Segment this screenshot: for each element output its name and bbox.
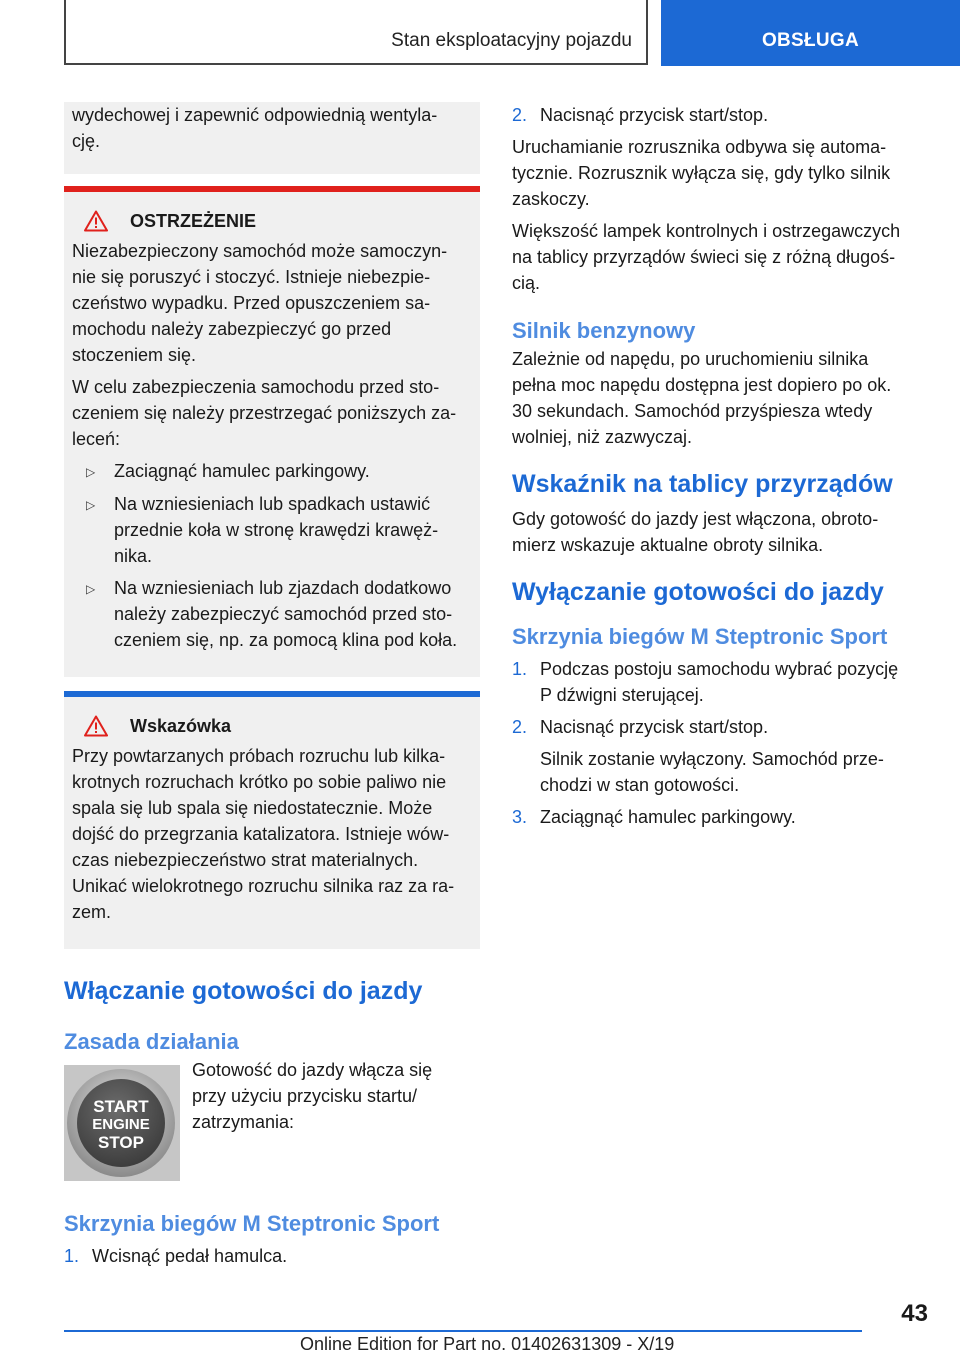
step-text: Nacisnąć przycisk start/stop.: [540, 105, 769, 125]
step-text: Zaciągnąć hamulec parkingowy.: [540, 807, 796, 827]
start-stop-figure: [64, 1060, 480, 1181]
step-number: 3.: [512, 807, 528, 827]
step-number: 1.: [64, 1246, 80, 1266]
section-heading-off: Wyłączanie gotowości do jazdy: [512, 578, 884, 606]
step-item: [64, 1243, 480, 1269]
right-column: [512, 102, 928, 836]
lamps-text: Większość lampek kontrolnych i ostrzegawczych na tablicy przyrządów świeci się z różną długoś- cią.: [512, 221, 901, 293]
chapter-tab[interactable]: [661, 0, 960, 66]
step-item: [512, 714, 928, 740]
warning-bullet-list: [72, 458, 472, 653]
warning-text-1: Niezabezpieczony samochód może samoczyn- nie się poruszyć i stoczyć. Istnieje niebezpie- czeństwo wypadku. Przed opuszczeniem sa- mochodu należy zabezpieczyć go przed stoczeniem się.: [72, 241, 448, 365]
footer-divider: [64, 1330, 862, 1332]
step-note: Silnik zostanie wyłączony. Samochód prze- chodzi w stan gotowości.: [540, 749, 884, 795]
page-header: [0, 0, 960, 66]
warning-header: [72, 208, 472, 234]
list-item: ▷ Zaciągnąć hamulec parkingowy.: [72, 458, 472, 485]
note-text: Przy powtarzanych próbach rozruchu lub kilka- krotnych rozruchach krótko po sobie paliwo nie spala się lub spala się niedostatecznie. Może dojść do przegrzania katalizatora. Istnieje wów- czas niebezpieczeństwo strat materialnych. Unikać wielokrotnego rozruchu silnika raz za ra- zem.: [72, 746, 455, 922]
principle-text: Gotowość do jazdy włącza się przy użyciu przycisku startu/ zatrzymania:: [192, 1060, 433, 1132]
step-number: 2.: [512, 717, 528, 737]
step-text: Wcisnąć pedał hamulca.: [92, 1246, 288, 1266]
starter-text: Uruchamianie rozrusznika odbywa się automa- tycznie. Rozrusznik wyłącza się, gdy tylko silnik zaskoczy.: [512, 137, 891, 209]
chapter-tab-label: OBSŁUGA: [761, 30, 860, 51]
step-text: Nacisnąć przycisk start/stop.: [540, 717, 769, 737]
step-item: [512, 656, 928, 708]
warning-text-2: W celu zabezpieczenia samochodu przed sto- czeniem się należy przestrzegać poniższych za- leceń:: [72, 377, 457, 449]
note-title: Wskazówka: [130, 716, 232, 736]
warning-triangle-icon: [84, 210, 108, 232]
svg-text:START: START: [93, 1097, 149, 1116]
list-item: ▷ Na wzniesieniach lub zjazdach dodatkowo należy zabezpieczyć samochód przed sto- czeniem się, np. za pomocą klina pod koła.: [72, 575, 472, 653]
svg-text:STOP: STOP: [98, 1133, 144, 1152]
triangle-bullet-icon: ▷: [86, 582, 96, 596]
warning-box: [64, 186, 480, 677]
left-column: [64, 102, 480, 1275]
subheading-steptronic: Skrzynia biegów M Steptronic Sport: [64, 1211, 440, 1236]
subheading-steptronic-off: Skrzynia biegów M Steptronic Sport: [512, 624, 888, 649]
note-box: [64, 691, 480, 949]
list-item: ▷ Na wzniesieniach lub spadkach ustawić przednie koła w stronę krawędzi krawęż- nika.: [72, 491, 472, 569]
warning-title: OSTRZEŻENIE: [130, 211, 257, 231]
triangle-bullet-icon: ▷: [86, 465, 96, 479]
page-number: 43: [901, 1300, 928, 1327]
continued-text: wydechowej i zapewnić odpowiednią wentyla- cję.: [72, 105, 438, 151]
step-item: [512, 102, 928, 128]
petrol-text: Zależnie od napędu, po uruchomieniu silnika pełna moc napędu dostępna jest dopiero po ok. 30 sekundach. Samochód przyśpiesza wtedy wolniej, niż zazwyczaj.: [512, 349, 892, 447]
step-number: 1.: [512, 659, 528, 679]
note-header: [72, 713, 472, 739]
section-header-box: [64, 0, 648, 65]
section-heading-gauge: Wskaźnik na tablicy przyrządów: [512, 470, 893, 498]
start-stop-button-icon: [64, 1065, 180, 1181]
continued-box: [64, 102, 480, 174]
triangle-bullet-icon: ▷: [86, 498, 96, 512]
step-item: [512, 804, 928, 830]
section-heading-on: Włączanie gotowości do jazdy: [64, 977, 423, 1005]
step-text: Podczas postoju samochodu wybrać pozycję P dźwigni sterującej.: [540, 659, 899, 705]
start-stop-button-image: [64, 1065, 180, 1181]
subheading-petrol: Silnik benzynowy: [512, 318, 696, 343]
info-triangle-icon: [84, 715, 108, 737]
section-title: Stan eksploatacyjny pojazdu: [391, 30, 632, 51]
gauge-text: Gdy gotowość do jazdy jest włączona, obroto- mierz wskazuje aktualne obroty silnika.: [512, 509, 879, 555]
footer-edition: Online Edition for Part no. 01402631309 - X/19: [300, 1334, 675, 1354]
subheading-principle: Zasada działania: [64, 1029, 239, 1054]
svg-text:ENGINE: ENGINE: [92, 1116, 150, 1133]
step-number: 2.: [512, 105, 528, 125]
